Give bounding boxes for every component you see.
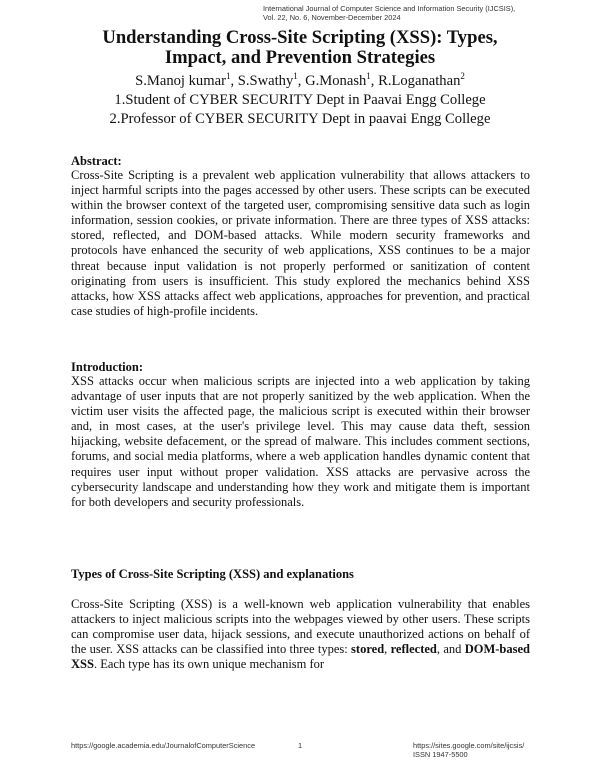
footer-right bbox=[413, 741, 524, 759]
affiliation-2: 2.Professor of CYBER SECURITY Dept in paavai Engg College bbox=[109, 111, 491, 127]
journal-line-1: International Journal of Computer Science and Information Security (IJCSIS), bbox=[263, 4, 516, 13]
author-name: S.Manoj kumar bbox=[135, 73, 226, 89]
title-line-2: Impact, and Prevention Strategies bbox=[164, 47, 436, 68]
footer-right-url[interactable]: https://sites.google.com/site/ijcsis/ bbox=[413, 741, 525, 750]
abstract-text: Cross-Site Scripting is a prevalent web application vulnerability that allows attackers to inject harmful scripts into the pages accessed by other users. These scripts can be executed within the browser context of the targeted user, compromising sensitive data such as login information, session cookies, or private information. There are three types of XSS attacks: stored, reflected, and DOM-based attacks. While modern security frameworks and protocols have enhanced the security of web applications, XSS continues to be a major threat because input validation is not properly performed or sanitization of content originating from users is insufficient. This study explored the mechanics behind XSS attacks, how XSS attacks affect web applications, approaches for prevention, and practical case studies of high-profile incidents. bbox=[71, 168, 530, 318]
author-affiliation-mark: 1 bbox=[293, 71, 298, 82]
author-name: R.Loganathan bbox=[378, 73, 461, 89]
introduction-heading: Introduction: bbox=[71, 360, 144, 374]
author-name: S.Swathy bbox=[237, 73, 294, 89]
introduction-text: XSS attacks occur when malicious scripts are injected into a web application by taking advantage of user inputs that are not properly sanitized by the web application. When the victim user visits the affected page, the malicious script is executed within their browser and, in most cases, at the user's privilege level. This may cause data theft, session hijacking, website defacement, or the spread of malware. This includes comment sections, forums, and social media platforms, where a web application handles dynamic content that requires user input without proper validation. XSS attacks are pervasive across the cybersecurity landscape and understanding how they work and mitigate them is important for both developers and security professionals. bbox=[71, 374, 530, 509]
author-affiliation-mark: 1 bbox=[225, 71, 231, 82]
journal-line-2: Vol. 22, No. 6, November-December 2024 bbox=[263, 13, 401, 22]
title-line-1: Understanding Cross-Site Scripting (XSS): Types, bbox=[102, 27, 498, 48]
type-dom-based: DOM-based XSS bbox=[71, 642, 530, 672]
affiliation-1: 1.Student of CYBER SECURITY Dept in Paavai Engg College bbox=[114, 92, 486, 108]
author-list: S.Manoj kumar$^1$, S.Swathy$^1$, G.Monash$^1$, R.Loganathan$^2$ bbox=[135, 71, 465, 89]
types-section-text bbox=[71, 597, 530, 672]
journal-header bbox=[263, 4, 595, 22]
types-text-part-2: . Each type has its own unique mechanism for bbox=[93, 657, 325, 672]
author-name: G.Monash bbox=[305, 73, 367, 89]
types-text-part-1: Cross-Site Scripting (XSS) is a well-known web application vulnerability that enables attackers to inject malicious scripts into the webpages viewed by other users. These scripts can compromise user data, hijack sessions, and execute unauthorized actions on behalf of the user. XSS attacks can be classified into three types: bbox=[71, 597, 530, 657]
author-affiliation-mark: 2 bbox=[460, 71, 465, 82]
types-separator: , and bbox=[436, 642, 465, 657]
footer-left-url[interactable]: https://google.academia.edu/JournalofComputerScience bbox=[71, 741, 256, 750]
types-section-heading: Types of Cross-Site Scripting (XSS) and explanations bbox=[71, 567, 354, 581]
abstract-heading: Abstract: bbox=[71, 154, 122, 168]
type-reflected: reflected bbox=[390, 642, 437, 657]
footer-issn: ISSN 1947-5500 bbox=[413, 750, 468, 759]
author-affiliation-mark: 1 bbox=[366, 71, 371, 82]
types-separator: , bbox=[384, 642, 391, 657]
page-number: 1 bbox=[298, 741, 303, 750]
paper-title bbox=[40, 28, 560, 68]
type-stored: stored bbox=[351, 642, 385, 657]
